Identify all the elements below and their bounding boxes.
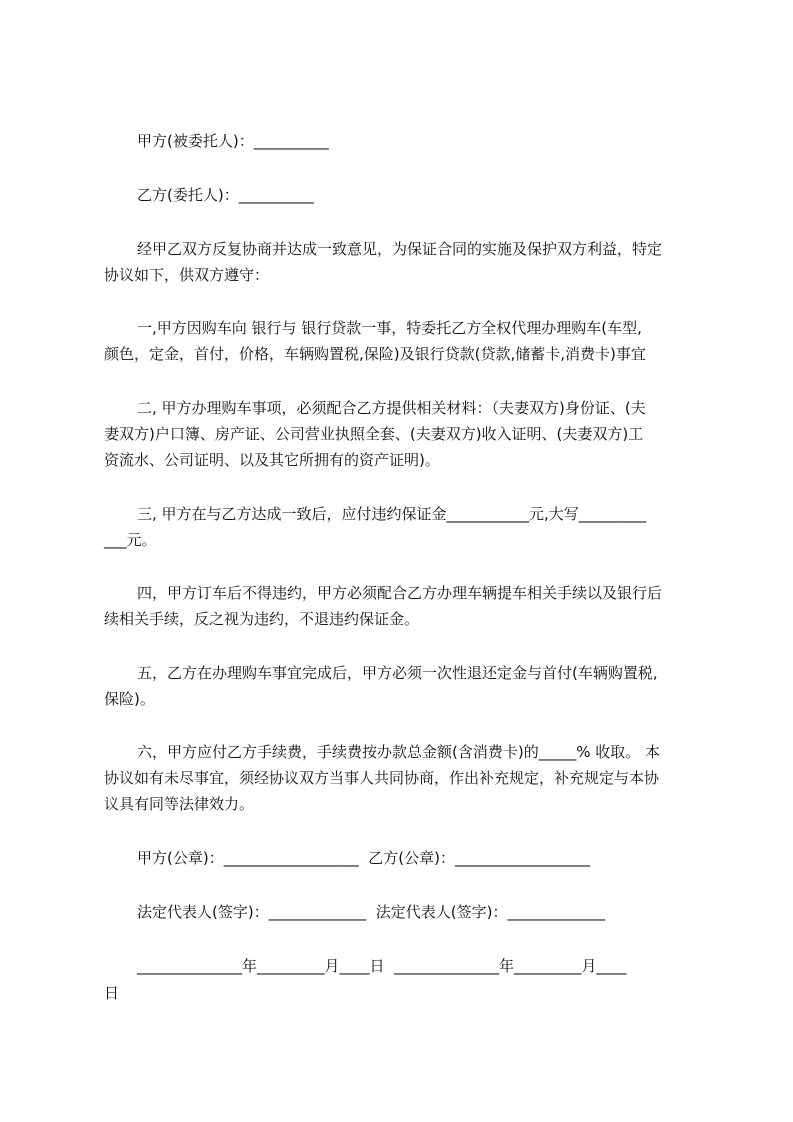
seal-line: 甲方(公章)：__________________ 乙方(公章)：__________________ bbox=[137, 849, 590, 867]
clause-4-line-2: 续相关手续，反之视为违约，不退违约保证金。 bbox=[104, 610, 420, 628]
clause-3-line-2: ___元。 bbox=[104, 531, 157, 549]
clause-6-line-2: 协议如有未尽事宜，须经协议双方当事人共同协商，作出补充规定，补充规定与本协 bbox=[104, 769, 660, 787]
clause-4-line-1: 四，甲方订车后不得违约，甲方必须配合乙方办理车辆提车相关手续以及银行后 bbox=[137, 584, 663, 602]
party-b-line: 乙方(委托人)：__________ bbox=[137, 186, 314, 204]
clause-2-line-2: 妻双方)户口簿、房产证、公司营业执照全套、(夫妻双方)收入证明、(夫妻双方)工 bbox=[104, 425, 644, 443]
clause-5-line-1: 五，乙方在办理购车事宜完成后，甲方必须一次性退还定金与首付(车辆购置税, bbox=[137, 664, 658, 682]
clause-5-line-2: 保险)。 bbox=[104, 690, 155, 708]
clause-6-line-1: 六，甲方应付乙方手续费，手续费按办款总金额(含消费卡)的_____% 收取。 本 bbox=[137, 743, 660, 761]
date-line-2: 日 bbox=[104, 984, 120, 1002]
party-a-line: 甲方(被委托人)：__________ bbox=[137, 132, 329, 150]
representative-signature-line: 法定代表人(签字)：_____________ 法定代表人(签字)：_____________ bbox=[137, 903, 605, 921]
clause-2-line-3: 资流水、公司证明、以及其它所拥有的资产证明)。 bbox=[104, 451, 440, 469]
clause-2-line-1: 二, 甲方办理购车事项，必须配合乙方提供相关材料：（夫妻双方)身份证、(夫 bbox=[137, 399, 646, 417]
clause-3-line-1: 三, 甲方在与乙方达成一致后，应付违约保证金___________元,大写_________ bbox=[137, 505, 647, 523]
intro-line-1: 经甲乙双方反复协商并达成一致意见，为保证合同的实施及保护双方利益，特定 bbox=[137, 240, 663, 258]
clause-6-line-3: 议具有同等法律效力。 bbox=[104, 795, 255, 813]
intro-line-2: 协议如下，供双方遵守： bbox=[104, 266, 270, 284]
clause-1-line-2: 颜色，定金，首付，价格，车辆购置税,保险)及银行贷款(贷款,储蓄卡,消费卡)事宜 bbox=[104, 345, 646, 363]
clause-1-line-1: 一,甲方因购车向 银行与 银行贷款一事，特委托乙方全权代理办理购车(车型, bbox=[137, 319, 642, 337]
date-line-1: ______________年_________月____日 ______________年_________月____ bbox=[137, 957, 627, 975]
